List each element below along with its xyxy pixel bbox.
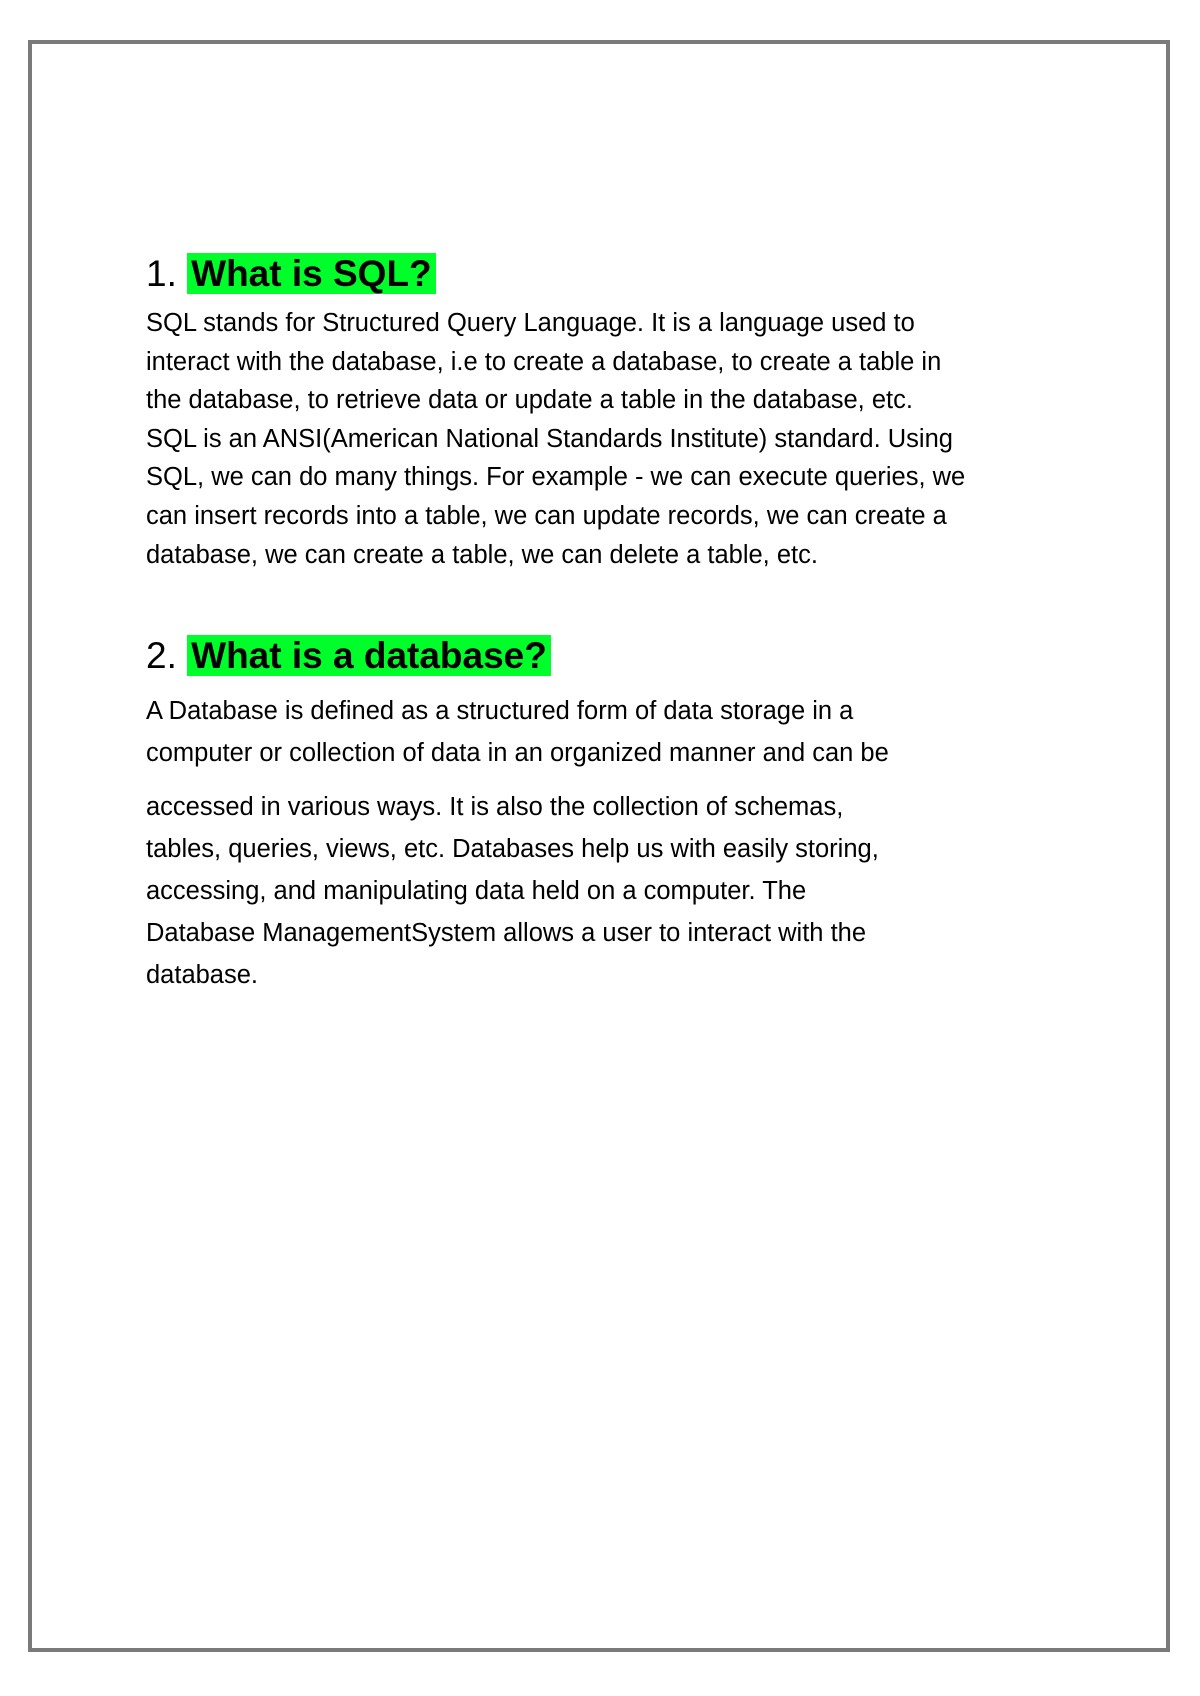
answer-text-2b: accessed in various ways. It is also the collection of schemas, tables, queries, views, etc. Databases help us with easily storing, accessing, and manipulating data held on a computer. The Database ManagementSystem allows a user to interact with the database. (146, 793, 879, 989)
question-heading-1 (146, 250, 1076, 298)
question-section-2 (146, 632, 1076, 996)
question-section-1 (146, 250, 1076, 574)
question-number-2: 2. (146, 635, 177, 676)
answer-text-1: SQL stands for Structured Query Language. It is a language used to interact with the database, i.e to create a database, to create a table in the database, to retrieve data or update a table in the database, etc. SQL is an ANSI(American National Standards Institute) standard. Using SQL, we can do many things. For example - we can execute queries, we can insert records into a table, we can update records, we can create a database, we can create a table, we can delete a table, etc. (146, 309, 966, 569)
question-number-1: 1. (146, 253, 177, 294)
question-heading-2 (146, 632, 1076, 680)
question-title-2: What is a database? (187, 635, 551, 676)
answer-text-2a: A Database is defined as a structured form of data storage in a computer or collection of data in an organized manner and can be (146, 697, 889, 767)
question-title-1: What is SQL? (187, 253, 436, 294)
